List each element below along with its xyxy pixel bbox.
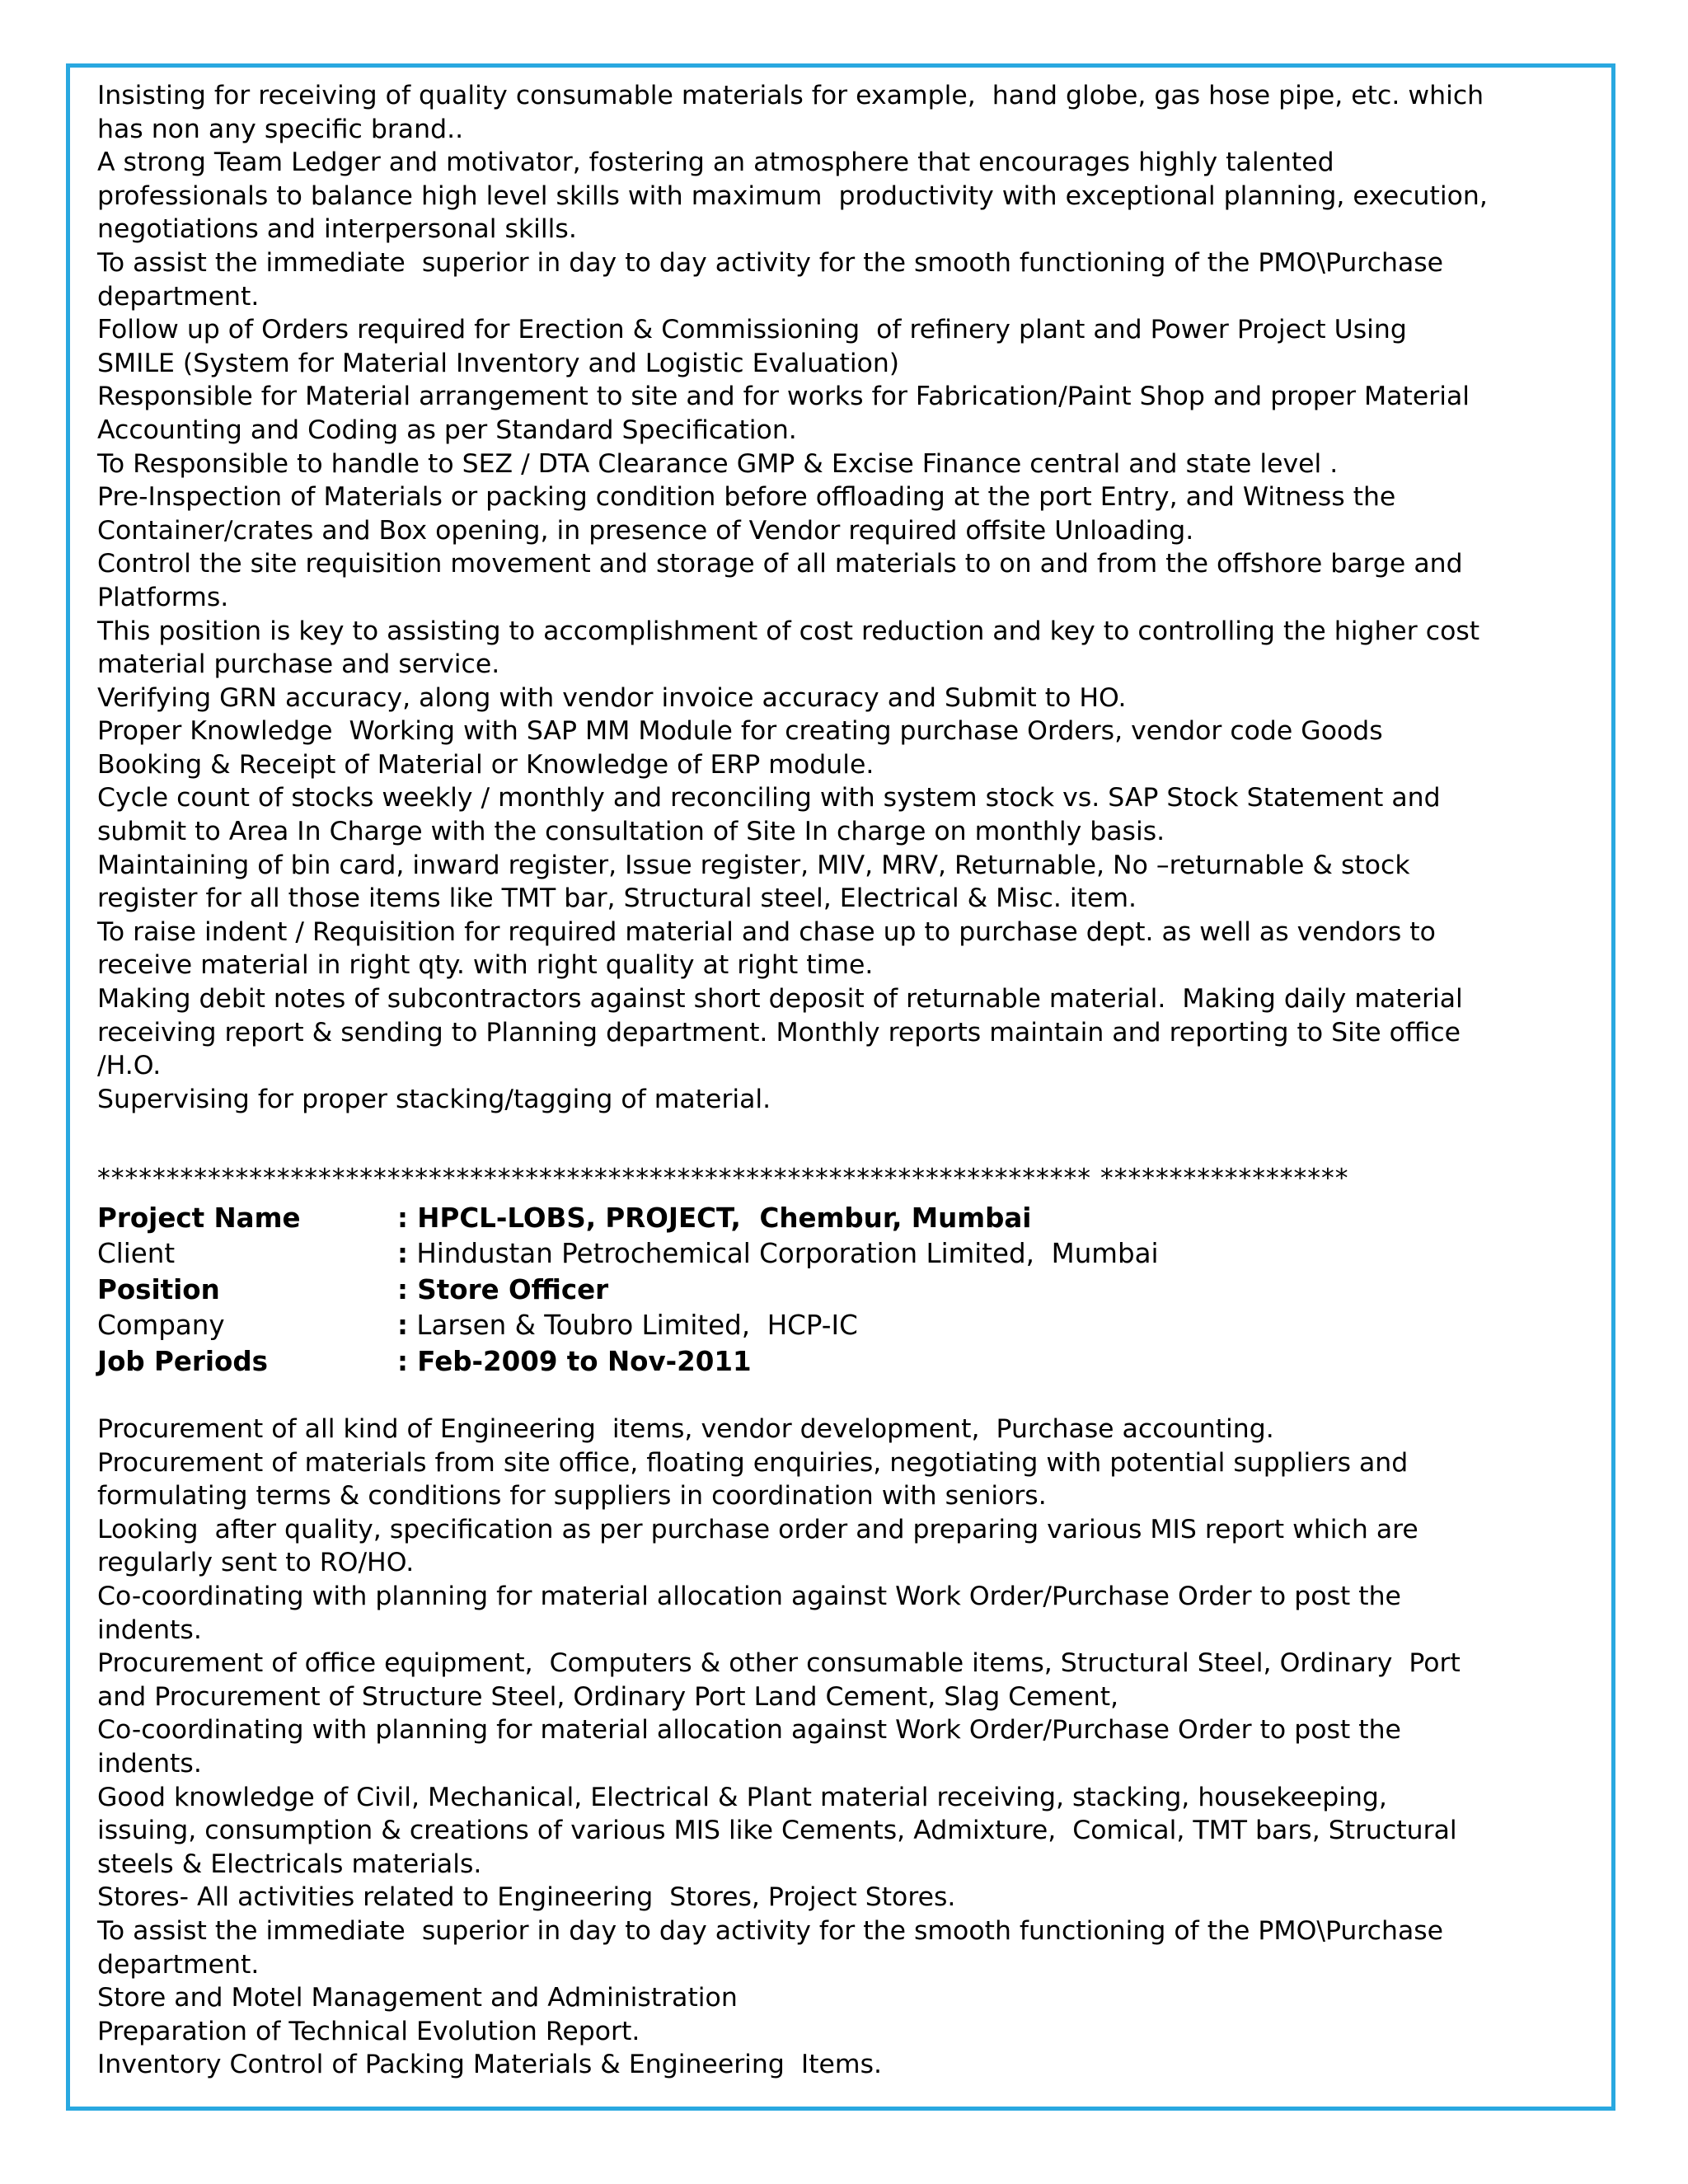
duty-line: Stores- All activities related to Engineering Stores, Project Stores. <box>97 1882 956 1913</box>
duty-line: Responsible for Material arrangement to site and for works for Fabrication/Paint Shop and proper Material <box>97 382 1470 412</box>
duty-line: Preparation of Technical Evolution Report. <box>97 2016 640 2046</box>
job-period-label: Job Periods <box>97 1345 268 1377</box>
duty-line: Procurement of all kind of Engineering items, vendor development, Purchase accounting. <box>97 1414 1274 1445</box>
duty-line: Cycle count of stocks weekly / monthly and reconciling with system stock vs. SAP Stock Statement and <box>97 783 1441 813</box>
section-separator: ************************************************************************ ****************** <box>97 1164 1349 1193</box>
position-label: Position <box>97 1273 220 1305</box>
document-body <box>97 79 1589 2082</box>
project-name-row <box>97 1201 1589 1237</box>
duty-line: To assist the immediate superior in day to day activity for the smooth functioning of the PMO\Purchase <box>97 247 1444 278</box>
duty-line: has non any specific brand.. <box>97 114 464 144</box>
duty-line: Procurement of office equipment, Computers & other consumable items, Structural Steel, Ordinary Port <box>97 1648 1461 1679</box>
duty-line: Store and Motel Management and Administration <box>97 1983 738 2013</box>
company-row <box>97 1308 1589 1344</box>
duty-line: indents. <box>97 1749 202 1779</box>
duties-list-bottom <box>97 1413 1589 2082</box>
duty-line: Maintaining of bin card, inward register, Issue register, MIV, MRV, Returnable, No –returnable & stock <box>97 850 1410 880</box>
duty-line: SMILE (System for Material Inventory and Logistic Evaluation) <box>97 348 900 378</box>
duty-line: Insisting for receiving of quality consumable materials for example, hand globe, gas hose pipe, etc. which <box>97 81 1484 110</box>
job-period-row <box>97 1344 1589 1380</box>
duty-line: This position is key to assisting to accomplishment of cost reduction and key to controlling the higher cost <box>97 616 1480 646</box>
duty-line: negotiations and interpersonal skills. <box>97 214 577 245</box>
company-colon: : <box>397 1310 408 1342</box>
duty-line: Inventory Control of Packing Materials & Engineering Items. <box>97 2050 883 2080</box>
duty-line: Follow up of Orders required for Erection & Commissioning of refinery plant and Power Project Using <box>97 315 1407 345</box>
duty-line: formulating terms & conditions for suppliers in coordination with seniors. <box>97 1481 1047 1511</box>
duty-line: A strong Team Ledger and motivator, fostering an atmosphere that encourages highly talented <box>97 148 1334 178</box>
project-info <box>97 1201 1589 1380</box>
duty-line: Supervising for proper stacking/tagging of material. <box>97 1084 771 1114</box>
duty-line: department. <box>97 281 260 312</box>
company-value: Larsen & Toubro Limited, HCP-IC <box>408 1310 858 1342</box>
duty-line: receive material in right qty. with right quality at right time. <box>97 950 874 981</box>
duty-line: Procurement of materials from site office, floating enquiries, negotiating with potential suppliers and <box>97 1447 1409 1478</box>
position-value: : Store Officer <box>397 1273 609 1305</box>
duty-line: /H.O. <box>97 1051 162 1081</box>
duty-line: Platforms. <box>97 582 229 612</box>
project-name-label: Project Name <box>97 1202 301 1234</box>
duty-line: Pre-Inspection of Materials or packing condition before offloading at the port Entry, and Witness the <box>97 482 1396 513</box>
duty-line: professionals to balance high level skills with maximum productivity with exceptional planning, execution, <box>97 180 1488 211</box>
duty-line: To Responsible to handle to SEZ / DTA Clearance GMP & Excise Finance central and state level . <box>97 448 1339 479</box>
job-period-value: : Feb-2009 to Nov-2011 <box>397 1345 752 1377</box>
duty-line: regularly sent to RO/HO. <box>97 1548 415 1578</box>
client-colon: : <box>397 1238 408 1270</box>
duty-line: To assist the immediate superior in day to day activity for the smooth functioning of the PMO\Purchase <box>97 1916 1444 1946</box>
duty-line: Co-coordinating with planning for material allocation against Work Order/Purchase Order to post the <box>97 1582 1401 1612</box>
position-row <box>97 1272 1589 1309</box>
client-value-wrap <box>397 1236 1589 1272</box>
duty-line: indents. <box>97 1615 202 1645</box>
duty-line: Accounting and Coding as per Standard Specification. <box>97 415 797 445</box>
duty-line: material purchase and service. <box>97 649 500 680</box>
client-value: Hindustan Petrochemical Corporation Limited, Mumbai <box>408 1238 1159 1270</box>
duty-line: Co-coordinating with planning for material allocation against Work Order/Purchase Order to post the <box>97 1715 1401 1746</box>
client-label: Client <box>97 1238 176 1270</box>
spacer <box>97 1116 1589 1150</box>
duty-line: receiving report & sending to Planning department. Monthly reports maintain and reporting to Site office <box>97 1017 1461 1047</box>
client-row <box>97 1236 1589 1272</box>
duty-line: issuing, consumption & creations of various MIS like Cements, Admixture, Comical, TMT bars, Structural <box>97 1816 1457 1846</box>
company-value-wrap <box>397 1308 1589 1344</box>
company-label: Company <box>97 1310 225 1342</box>
duty-line: To raise indent / Requisition for required material and chase up to purchase dept. as well as vendors to <box>97 916 1436 947</box>
duty-line: Making debit notes of subcontractors against short deposit of returnable material. Making daily material <box>97 984 1463 1015</box>
duty-line: submit to Area In Charge with the consultation of Site In charge on monthly basis. <box>97 817 1165 847</box>
duty-line: Verifying GRN accuracy, along with vendor invoice accuracy and Submit to HO. <box>97 682 1127 713</box>
duty-line: register for all those items like TMT bar, Structural steel, Electrical & Misc. item. <box>97 883 1137 914</box>
duty-line: Container/crates and Box opening, in presence of Vendor required offsite Unloading. <box>97 515 1194 546</box>
duties-list-top <box>97 79 1589 1116</box>
duty-line: Proper Knowledge Working with SAP MM Module for creating purchase Orders, vendor code Goods <box>97 716 1383 747</box>
duty-line: department. <box>97 1949 260 1980</box>
duty-line: and Procurement of Structure Steel, Ordinary Port Land Cement, Slag Cement, <box>97 1681 1119 1712</box>
duty-line: Booking & Receipt of Material or Knowledge of ERP module. <box>97 749 874 780</box>
duty-line: Looking after quality, specification as per purchase order and preparing various MIS report which are <box>97 1514 1418 1544</box>
project-name-value: : HPCL-LOBS, PROJECT, Chembur, Mumbai <box>397 1202 1032 1234</box>
duty-line: steels & Electricals materials. <box>97 1849 482 1879</box>
duty-line: Good knowledge of Civil, Mechanical, Electrical & Plant material receiving, stacking, housekeeping, <box>97 1782 1387 1812</box>
duty-line: Control the site requisition movement and storage of all materials to on and from the offshore barge and <box>97 549 1463 579</box>
